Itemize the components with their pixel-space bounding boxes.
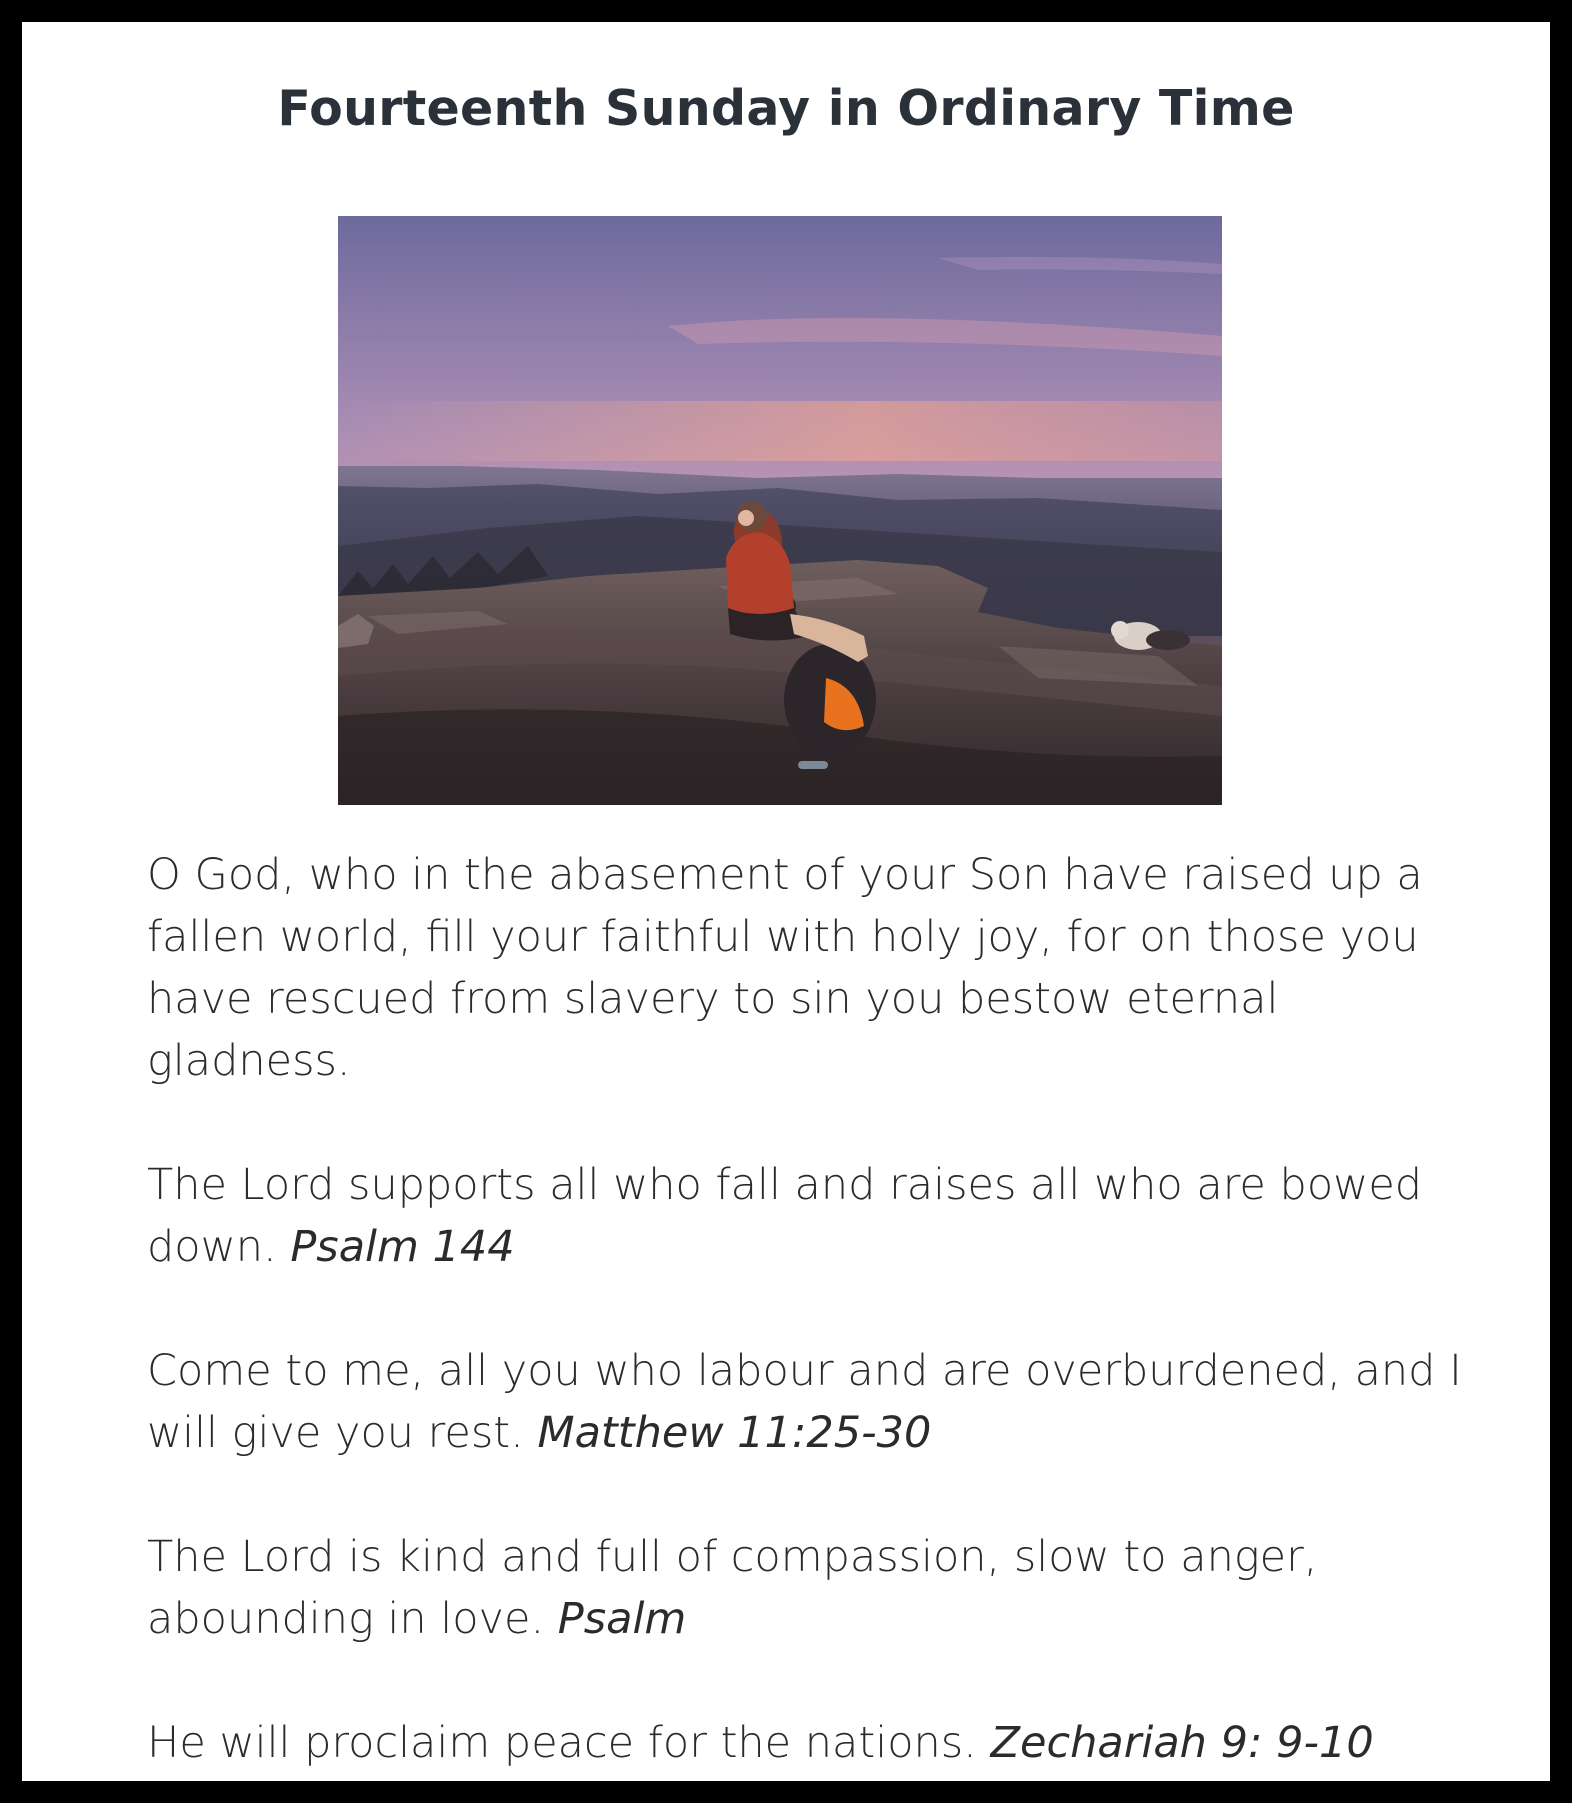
page-title: Fourteenth Sunday in Ordinary Time [277,80,1295,137]
passage-reference: Psalm 144 [290,1222,515,1272]
passage-text: The Lord is kind and full of compassion, slow to anger, abounding in love. [147,1532,1318,1644]
passage-text: The Lord supports all who fall and raises all who are bowed down. [147,1160,1423,1272]
passage-text: O God, who in the abasement of your Son have raised up a fallen world, fill your faithful with holy joy, for on those you have rescued from slavery to sin you bestow eternal gladness. [147,850,1423,1086]
passages-list [147,844,1487,1774]
passage-matthew [147,1340,1487,1464]
passage-zechariah [147,1712,1487,1774]
passage-reference: Zechariah 9: 9-10 [990,1718,1374,1768]
passage-psalm [147,1526,1487,1650]
mountain-sunset-photo [338,216,1222,805]
passage-collect [147,844,1487,1092]
document-page [22,22,1550,1781]
passage-text: Come to me, all you who labour and are overburdened, and I will give you rest. [147,1346,1462,1458]
passage-text: He will proclaim peace for the nations. [147,1718,977,1768]
passage-reference: Matthew 11:25-30 [537,1408,932,1458]
passage-psalm-144 [147,1154,1487,1278]
passage-reference: Psalm [557,1594,687,1644]
